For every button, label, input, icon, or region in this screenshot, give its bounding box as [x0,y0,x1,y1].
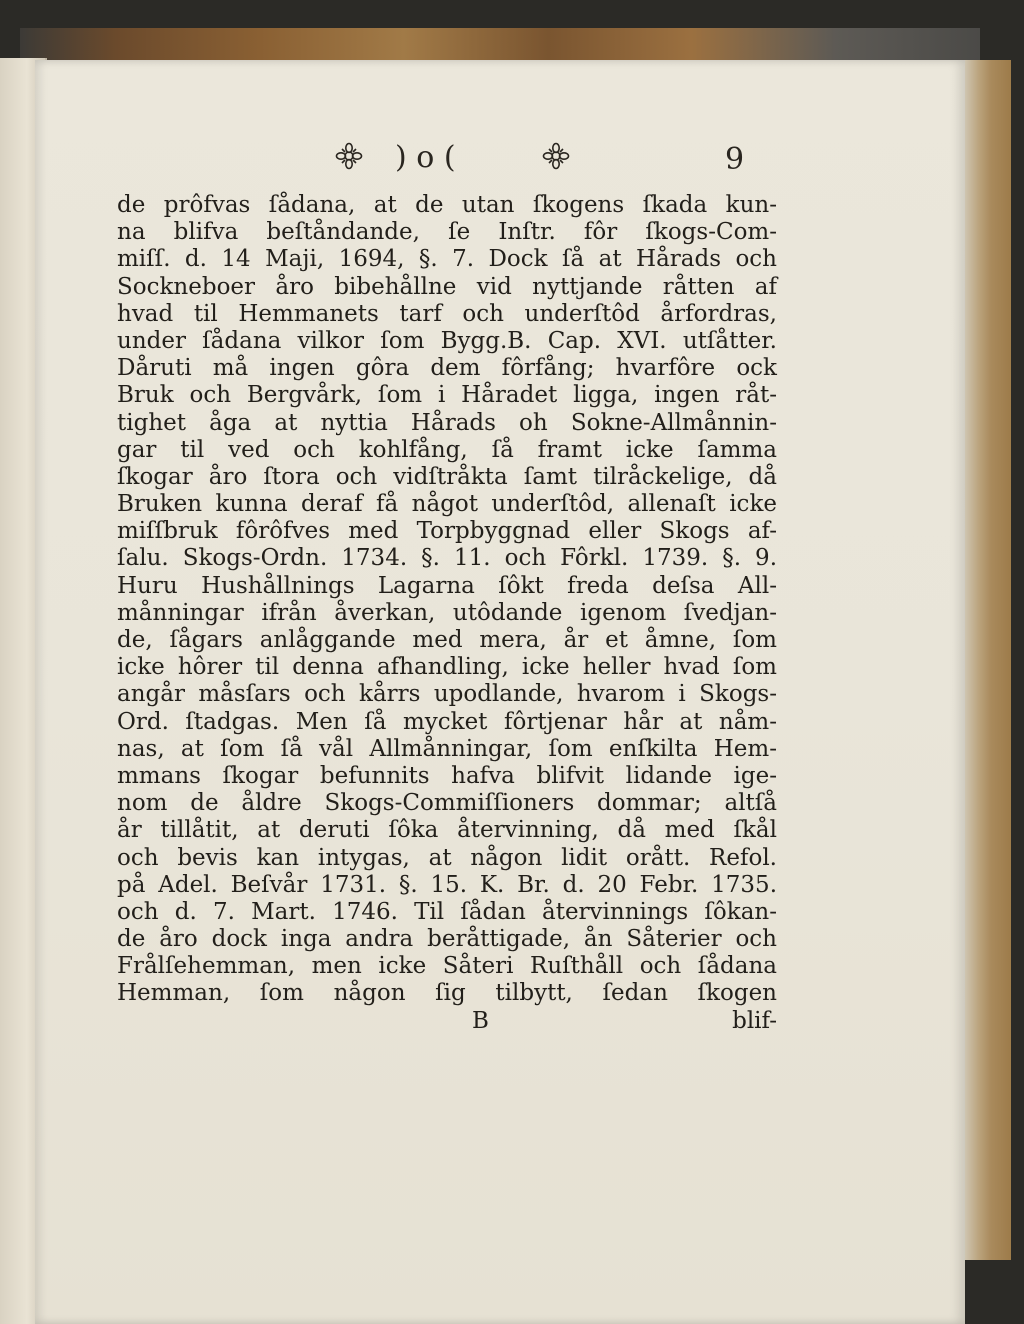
running-head [335,140,735,180]
text-line: Bruk och Bergvårk, ſom i Håradet ligga, ingen råt- [117,382,777,409]
text-line: hvad til Hemmanets tarf och underſtôd årfordras, [117,300,777,327]
text-line: månningar ifrån åverkan, utôdande igenom ſvedjan- [117,599,777,626]
text-line: nom de åldre Skogs-Commiſſioners dommar; altſå [117,790,777,817]
running-head-mark: ) o ( [395,140,456,175]
text-line: Hemman, ſom någon ſig tilbytt, ſedan ſkogen [117,980,777,1007]
text-line: under ſådana vilkor ſom Bygg.B. Cap. XVI. utſåtter. [117,327,777,354]
catchword: blif- [732,1007,777,1034]
ornament-icon [335,142,363,170]
text-line: angår måsſars och kårrs upodlande, hvarom i Skogs- [117,681,777,708]
text-line: Huru Hushållnings Lagarna ſôkt freda deſsa All- [117,572,777,599]
page-number: 9 [725,142,745,177]
text-line: ſkogar åro ſtora och vidſtråkta ſamt tilråckelige, då [117,463,777,490]
body-text [117,192,777,1036]
text-line: Sockneboer åro bibehållne vid nyttjande råtten af [117,273,777,300]
text-line: år tillåtit, at deruti ſôka återvinning, då med ſkål [117,817,777,844]
book-page [35,60,965,1324]
text-line: miſſbruk fôrôfves med Torpbyggnad eller Skogs af- [117,518,777,545]
text-line: tighet åga at nyttia Hårads oh Sokne-Allmånnin- [117,409,777,436]
text-line: de, ſågars anlåggande med mera, år et åmne, ſom [117,627,777,653]
text-line: ſalu. Skogs-Ordn. 1734. §. 11. och Fôrkl. 1739. §. 9. [117,545,777,572]
book-cover-right-edge [960,60,1011,1260]
text-line: Frålſehemman, men icke Såteri Ruſthåll och ſådana [117,953,777,980]
text-line: de åro dock inga andra beråttigade, ån Såterier och [117,926,777,953]
text-line: miſſ. d. 14 Maji, 1694, §. 7. Dock ſå at Hårads och [117,246,777,273]
page-footer [117,1008,777,1036]
text-line: Dåruti må ingen gôra dem fôrfång; hvarfôre ock [117,355,777,382]
ornament-icon [542,142,570,170]
text-line: och d. 7. Mart. 1746. Til ſådan återvinnings ſôkan- [117,898,777,925]
text-line: nas, at ſom ſå vål Allmånningar, ſom enſkilta Hem- [117,735,777,762]
text-line: och bevis kan intygas, at någon lidit orått. Refol. [117,844,777,871]
text-line: Ord. ſtadgas. Men ſå mycket fôrtjenar hår at nåm- [117,708,777,735]
text-line: på Adel. Beſvår 1731. §. 15. K. Br. d. 20 Febr. 1735. [117,871,777,898]
text-line: na blifva beſtåndande, ſe Inſtr. fôr ſkogs-Com- [117,219,777,246]
text-line: Bruken kunna deraf få något underſtôd, allenaſt icke [117,491,777,518]
text-line: gar til ved och kohlfång, ſå framt icke ſamma [117,436,777,463]
text-line: icke hôrer til denna afhandling, icke heller hvad ſom [117,654,777,681]
text-line: mmans ſkogar befunnits hafva blifvit lidande ige- [117,762,777,789]
text-line: de prôfvas ſådana, at de utan ſkogens ſkada kun- [117,192,777,218]
signature-mark: B [472,1007,489,1034]
